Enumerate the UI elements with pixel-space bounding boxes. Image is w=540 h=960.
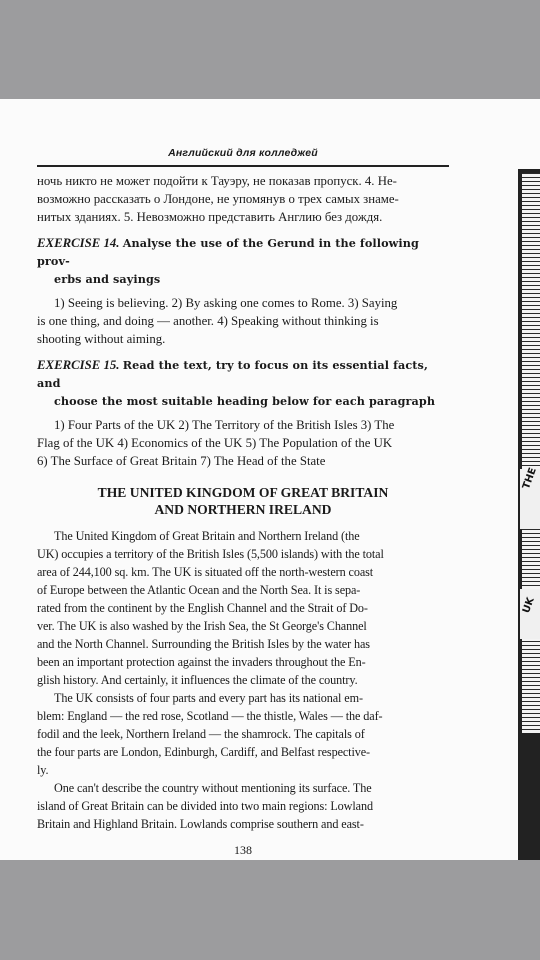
page-content — [37, 146, 449, 857]
text-line: area of 244,100 sq. km. The UK is situated off the north-western coast — [37, 565, 374, 579]
text-line: ly. — [37, 763, 49, 777]
intro-paragraph — [37, 172, 449, 226]
ornament-lettering: THE — [521, 466, 539, 491]
text-line: and the North Channel. Surrounding the British Isles by the water has — [37, 637, 370, 651]
article-heading — [37, 484, 449, 518]
text-line: UK) occupies a territory of the British Isles (5,500 islands) with the total — [37, 547, 384, 561]
bottom-margin-band — [0, 860, 540, 960]
ornament-lettering: UK — [521, 596, 537, 615]
exercise-instruction: Analyse the use of the Gerund in the following prov- — [37, 236, 419, 268]
text-line: rated from the continent by the English Channel and the Strait of Do- — [37, 601, 368, 615]
decorative-border-pattern — [522, 173, 540, 733]
text-line: One can't describe the country without mentioning its surface. The — [54, 781, 372, 795]
text-line: island of Great Britain can be divided into two main regions: Lowland — [37, 799, 373, 813]
adjacent-page-edge — [518, 169, 540, 860]
text-line: ночь никто не может подойти к Тауэру, не показав пропуск. 4. Не- — [37, 174, 397, 188]
text-line: 1) Four Parts of the UK 2) The Territory of the British Isles 3) The — [54, 418, 395, 432]
exercise-instruction: Read the text, try to focus on its essential facts, and — [37, 358, 428, 390]
article-paragraph-1 — [37, 527, 449, 689]
text-line: 1) Seeing is believing. 2) By asking one comes to Rome. 3) Saying — [54, 296, 398, 310]
exercise-15-body — [37, 416, 449, 470]
text-line: is one thing, and doing — another. 4) Speaking without thinking is — [37, 314, 379, 328]
heading-line: THE UNITED KINGDOM OF GREAT BRITAIN — [97, 485, 389, 500]
text-line: нитых зданиях. 5. Невозможно представить Англию без дождя. — [37, 210, 383, 224]
exercise-label: EXERCISE 14. — [37, 236, 120, 250]
text-line: The UK consists of four parts and every part has its national em- — [54, 691, 363, 705]
text-line: Flag of the UK 4) Economics of the UK 5) The Population of the UK — [37, 436, 393, 450]
page-number: 138 — [234, 843, 252, 857]
header-rule — [37, 165, 449, 167]
article-paragraph-3 — [37, 779, 449, 833]
exercise-instruction: erbs and sayings — [54, 272, 161, 286]
exercise-15-instruction — [37, 356, 449, 410]
text-line: The United Kingdom of Great Britain and Northern Ireland (the — [54, 529, 360, 543]
text-line: Britain and Highland Britain. Lowlands comprise southern and east- — [37, 817, 364, 831]
top-margin-band — [0, 0, 540, 99]
exercise-14-instruction — [37, 234, 449, 288]
text-line: the four parts are London, Edinburgh, Cardiff, and Belfast respective- — [37, 745, 371, 759]
text-line: возможно рассказать о Лондоне, не упомянув о трех самых знаме- — [37, 192, 399, 206]
heading-line: AND NORTHERN IRELAND — [154, 502, 332, 517]
exercise-instruction: choose the most suitable heading below for each paragraph — [54, 394, 436, 408]
article-paragraph-2 — [37, 689, 449, 779]
text-line: fodil and the leek, Northern Ireland — the shamrock. The capitals of — [37, 727, 365, 741]
exercise-14-body — [37, 294, 449, 348]
text-line: been an important protection against the invaders throughout the En- — [37, 655, 366, 669]
book-page — [0, 99, 540, 860]
text-line: shooting without aiming. — [37, 332, 166, 346]
text-line: blem: England — the red rose, Scotland — the thistle, Wales — the daf- — [37, 709, 383, 723]
text-line: 6) The Surface of Great Britain 7) The Head of the State — [37, 454, 326, 468]
running-title: Английский для колледжей — [168, 147, 318, 159]
text-line: ver. The UK is also washed by the Irish Sea, the St George's Channel — [37, 619, 367, 633]
text-line: glish history. And certainly, it influences the climate of the country. — [37, 673, 358, 687]
text-line: of Europe between the Atlantic Ocean and the North Sea. It is sepa- — [37, 583, 361, 597]
exercise-label: EXERCISE 15. — [37, 358, 120, 372]
